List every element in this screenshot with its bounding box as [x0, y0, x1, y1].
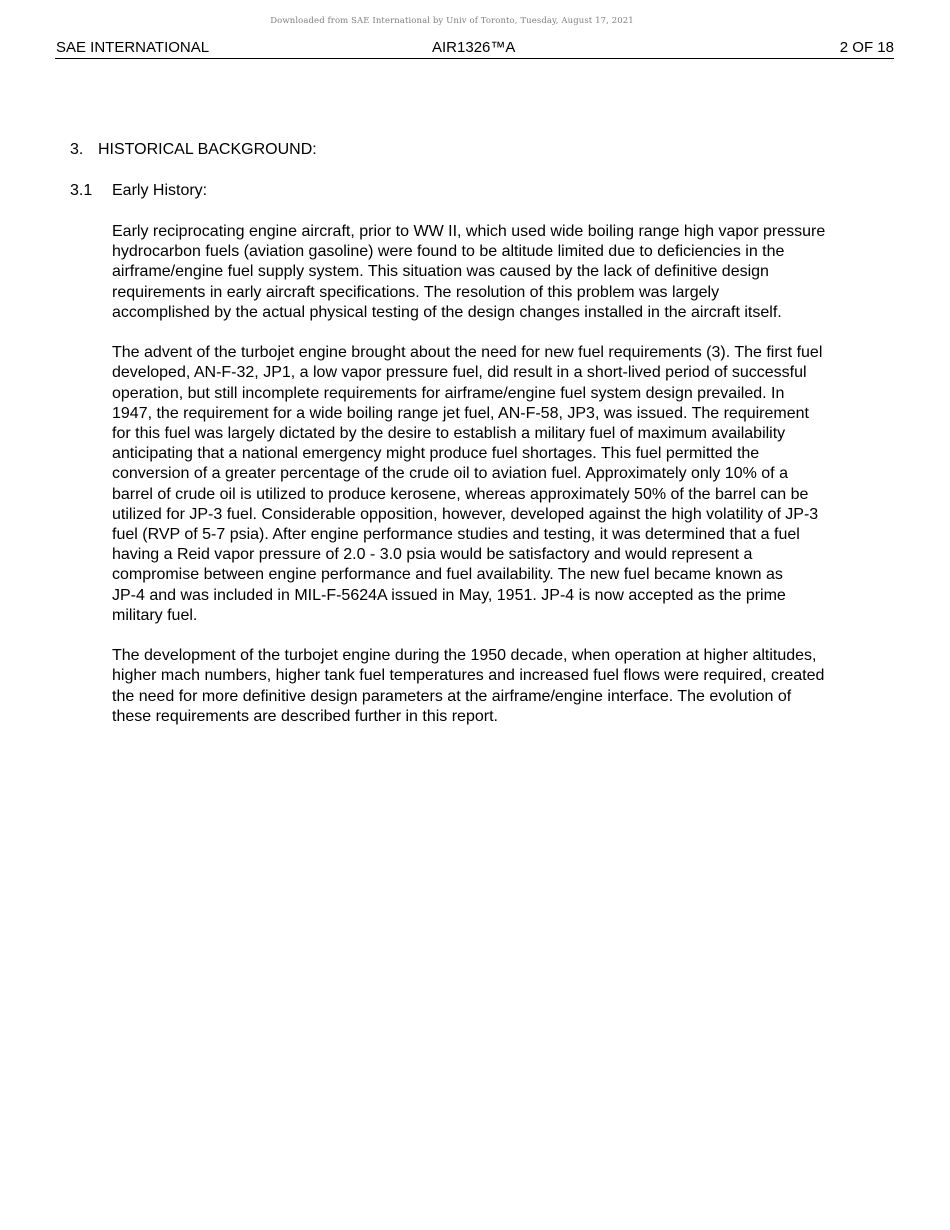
paragraph-line: hydrocarbon fuels (aviation gasoline) were found to be altitude limited due to deficiencies in the	[112, 243, 785, 261]
running-header	[55, 38, 894, 59]
paragraph-line: operation, but still incomplete requirements for airframe/engine fuel system design prevailed. In	[112, 384, 785, 402]
section-number: 3.	[70, 141, 84, 158]
paragraph	[112, 646, 872, 727]
paragraph-line: higher mach numbers, higher tank fuel temperatures and increased fuel flows were required, created	[112, 667, 825, 685]
paragraph-line: airframe/engine fuel supply system. This situation was caused by the lack of definitive design	[112, 263, 769, 281]
paragraph-line: conversion of a greater percentage of the crude oil to aviation fuel. Approximately only 10% of a	[112, 465, 788, 483]
paragraph-line: fuel (RVP of 5-7 psia). After engine performance studies and testing, it was determined that a fuel	[112, 526, 800, 544]
paragraph-line: Early reciprocating engine aircraft, prior to WW II, which used wide boiling range high vapor pressure	[112, 223, 826, 240]
paragraph-line: anticipating that a national emergency might produce fuel shortages. This fuel permitted the	[112, 445, 760, 463]
subsection-number: 3.1	[70, 182, 93, 199]
header-organization: SAE INTERNATIONAL	[56, 39, 210, 56]
paragraph-line: utilized for JP-3 fuel. Considerable opposition, however, developed against the high volatility of JP-3	[112, 505, 819, 523]
paragraph	[112, 343, 872, 626]
body-text	[112, 222, 872, 747]
header-page-number: 2 OF 18	[839, 39, 894, 56]
paragraph-line: developed, AN-F-32, JP1, a low vapor pressure fuel, did result in a short-lived period of successful	[112, 364, 807, 382]
paragraph-line: having a Reid vapor pressure of 2.0 - 3.0 psia would be satisfactory and would represent a	[112, 546, 753, 564]
paragraph-line: compromise between engine performance and fuel availability. The new fuel became known as	[112, 566, 783, 584]
subsection-heading	[70, 182, 207, 200]
header-document-number: AIR1326™A	[432, 39, 516, 56]
paragraph-line: these requirements are described further in this report.	[112, 707, 498, 725]
paragraph-line: barrel of crude oil is utilized to produce kerosene, whereas approximately 50% of the barrel can be	[112, 485, 809, 503]
paragraph-line: JP-4 and was included in MIL-F-5624A issued in May, 1951. JP-4 is now accepted as the prime	[112, 586, 786, 604]
download-watermark: Downloaded from SAE International by Univ of Toronto, Tuesday, August 17, 2021	[270, 16, 634, 26]
paragraph-line: military fuel.	[112, 606, 198, 624]
paragraph	[112, 222, 872, 323]
paragraph-line: for this fuel was largely dictated by the desire to establish a military fuel of maximum availability	[112, 425, 786, 443]
section-title: HISTORICAL BACKGROUND:	[98, 141, 317, 158]
paragraph-line: 1947, the requirement for a wide boiling range jet fuel, AN-F-58, JP3, was issued. The requirement	[112, 404, 809, 422]
paragraph-line: accomplished by the actual physical testing of the design changes installed in the aircraft itself.	[112, 303, 782, 321]
section-heading	[70, 141, 317, 159]
paragraph-line: requirements in early aircraft specifications. The resolution of this problem was largely	[112, 283, 720, 301]
subsection-title: Early History:	[112, 182, 208, 199]
paragraph-line: The development of the turbojet engine during the 1950 decade, when operation at higher altitudes,	[112, 647, 817, 665]
paragraph-line: the need for more definitive design parameters at the airframe/engine interface. The evolution of	[112, 687, 792, 705]
paragraph-line: The advent of the turbojet engine brought about the need for new fuel requirements (3). The first fuel	[112, 344, 823, 362]
